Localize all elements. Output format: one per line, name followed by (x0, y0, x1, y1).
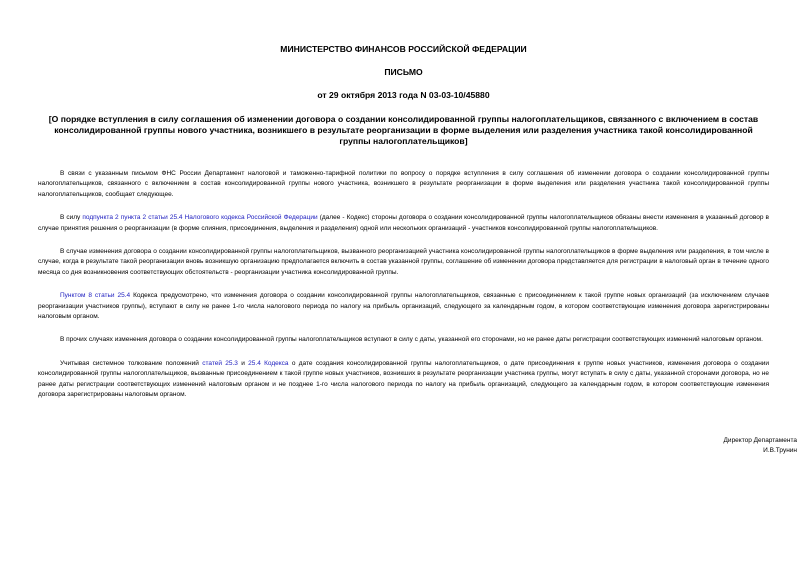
paragraph-1-text: В связи с указанным письмом ФНС России Департамент налоговой и таможенно-тарифной политики по вопросу о порядке вступления в силу соглашения об изменении договора о создании консолидированной группы налогоплательщиков, связанного с включением в состав консолидированной группы нового участника, возникшего в результате реорганизации в форме выделения или разделения участника такой консолидированной группы налогоплательщиков, сообщает следующее. (38, 170, 769, 198)
link-article-25-3[interactable]: статей 25.3 (202, 359, 238, 367)
signature-name: И.В.Трунин (763, 447, 797, 455)
paragraph-3-text: В случае изменения договора о создании консолидированной группы налогоплательщиков, вызванного реорганизацией участника консолидированной группы налогоплательщиков в форме выделения или разделения, в том числе в случае, когда в результате такой реорганизации вновь возникшую организацию предполагается включить в состав указанной группы, соглашение об изменении договора представляется для регистрации в налоговый орган в течение одного месяца со дня возникновения соответствующих обстоятельств - реорганизации участника консолидированной группы. (38, 248, 769, 276)
paragraph-1 (38, 169, 769, 200)
link-article-25-4-code[interactable]: 25.4 Кодекса (248, 359, 289, 367)
link-tax-code-article-25-4[interactable]: подпункта 2 пункта 2 статьи 25.4 Налогового кодекса Российской Федерации (82, 214, 318, 222)
paragraph-6 (38, 359, 769, 401)
paragraph-5-text: В прочих случаях изменения договора о создании консолидированной группы налогоплательщиков вступают в силу с даты, указанной его сторонами, но не ранее даты регистрации соответствующих изменений налоговым органом. (60, 336, 763, 344)
paragraph-4 (38, 291, 769, 322)
paragraph-2-pre: В силу (60, 214, 83, 222)
ministry-title: МИНИСТЕРСТВО ФИНАНСОВ РОССИЙСКОЙ ФЕДЕРАЦИИ (280, 44, 527, 54)
document-body (38, 169, 769, 401)
paragraph-2-post: (далее - Кодекс) стороны договора о создании консолидированной группы налогоплательщиков обязаны внести изменения в указанный договор в случае принятия решения о реорганизации (в форме слияния, присоединения, выделения и разделения) одной или нескольких организаций - участников консолидированной группы налогоплательщиков. (38, 214, 770, 232)
link-article-25-4-point-8[interactable]: Пунктом 8 статьи 25.4 (60, 292, 131, 300)
signature-block (724, 436, 797, 457)
paragraph-6-pre: Учитывая системное толкование положений (60, 359, 203, 367)
paragraph-6-mid: и (237, 359, 249, 367)
paragraph-3 (38, 247, 769, 278)
paragraph-2 (38, 213, 769, 234)
document-date-number: от 29 октября 2013 года N 03-03-10/45880 (317, 90, 490, 100)
paragraph-6-post: о дате создания консолидированной группы налогоплательщиков, о дате присоединения к группе новых участников, изменения договора о создании консолидированной группы налогоплательщиков, вызванные присоединением к такой группе новых участников, возникших в результате реорганизации участника группы, могут вступать в силу с даты, указанной сторонами договора, но не ранее даты регистрации соответствующих изменений налоговым органом и не позднее 1-го числа налогового периода по налогу на прибыль организаций, следующего за календарным годом, в котором соответствующие изменения договора зарегистрированы налоговым органом. (38, 359, 770, 399)
paragraph-5 (38, 335, 769, 345)
signature-position: Директор Департамента (723, 437, 797, 444)
document-page (38, 44, 769, 414)
document-kind: ПИСЬМО (384, 67, 423, 77)
paragraph-4-post: Кодекса предусмотрено, что изменения договора о создании консолидированной группы налогоплательщиков, связанные с присоединением к такой группе новых организаций (за исключением случаев реорганизации участников группы), вступают в силу не ранее 1-го числа налогового периода по налогу на прибыль организаций, следующего за календарным годом, в котором соответствующие изменения договора зарегистрированы налоговым органом. (38, 292, 769, 321)
document-subject: [О порядке вступления в силу соглашения об изменении договора о создании консолидированной группы налогоплательщиков, связанного с включением в состав консолидированной группы нового участника, возникшего в результате реорганизации в форме выделения или разделения участника такой консолидированной группы налогоплательщиков] (48, 114, 759, 146)
